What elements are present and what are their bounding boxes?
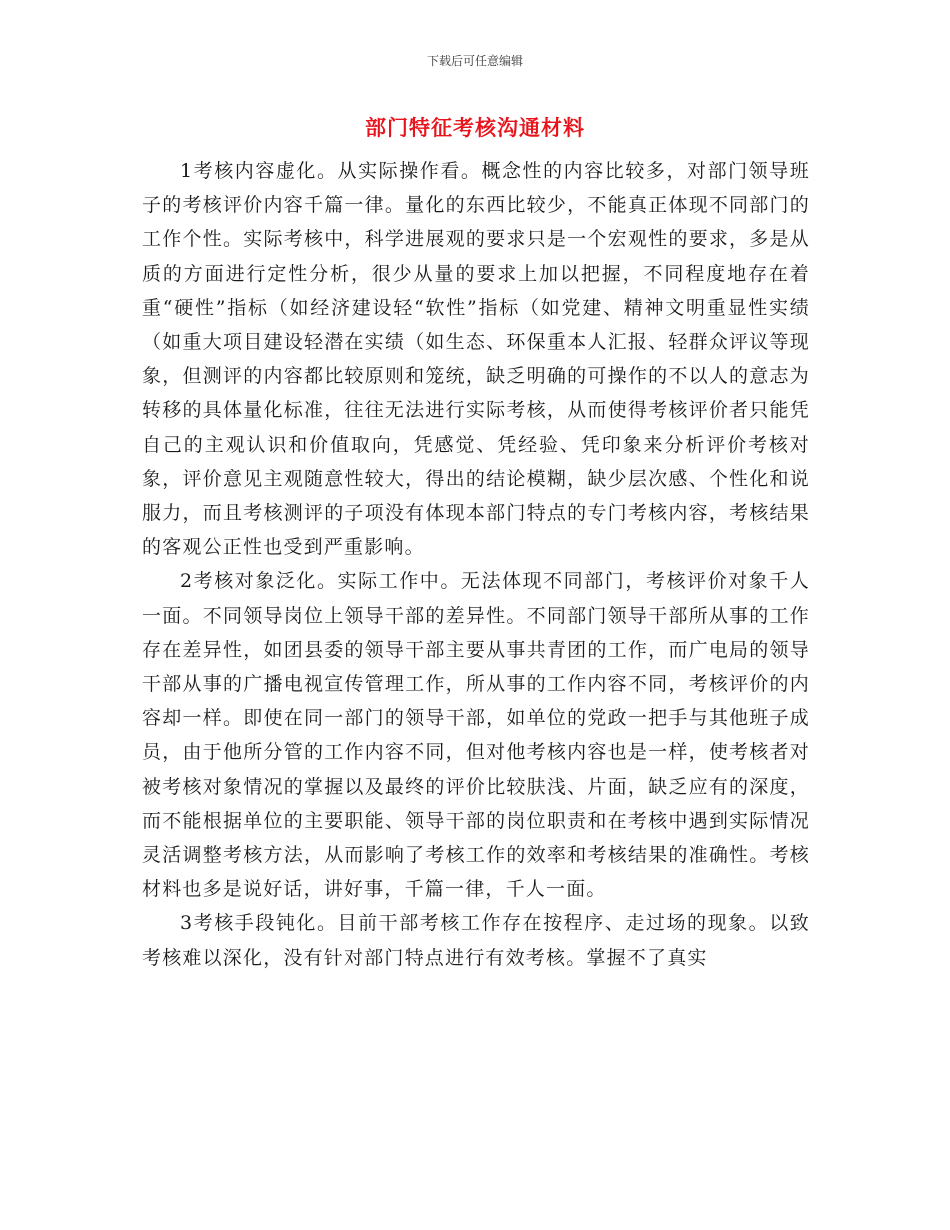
document-title: 部门特征考核沟通材料 [365,115,585,140]
paragraph: 2考核对象泛化。实际工作中。无法体现不同部门，考核评价对象千人一面。不同领导岗位上领导干部的差异性。不同部门领导干部所从事的工作存在差异性，如团县委的领导干部主要从事共青团的工作，而广电局的领导干部从事的广播电视宣传管理工作，所从事的工作内容不同，考核评价的内容却一样。即使在同一部门的领导干部，如单位的党政一把手与其他班子成员，由于他所分管的工作内容不同，但对他考核内容也是一样，使考核者对被考核对象情况的掌握以及最终的评价比较肤浅、片面，缺乏应有的深度，而不能根据单位的主要职能、领导干部的岗位职责和在考核中遇到实际情况灵活调整考核方法，从而影响了考核工作的效率和考核结果的准确性。考核材料也多是说好话，讲好事，千篇一律，千人一面。 [142,570,810,901]
header-note: 下载后可任意编辑 [426,54,523,68]
paragraph: 3考核手段钝化。目前干部考核工作存在按程序、走过场的现象。以致考核难以深化，没有针对部门特点进行有效考核。掌握不了真实 [142,912,810,969]
document-body [142,154,810,975]
paragraph: 1考核内容虚化。从实际操作看。概念性的内容比较多，对部门领导班子的考核评价内容千篇一律。量化的东西比较少，不能真正体现不同部门的工作个性。实际考核中，科学进展观的要求只是一个宏观性的要求，多是从质的方面进行定性分析，很少从量的要求上加以把握，不同程度地存在着重“硬性”指标（如经济建设轻“软性”指标（如党建、精神文明重显性实绩（如重大项目建设轻潜在实绩（如生态、环保重本人汇报、轻群众评议等现象，但测评的内容都比较原则和笼统，缺乏明确的可操作的不以人的意志为转移的具体量化标准，往往无法进行实际考核，从而使得考核评价者只能凭自己的主观认识和价值取向，凭感觉、凭经验、凭印象来分析评价考核对象，评价意见主观随意性较大，得出的结论模糊，缺少层次感、个性化和说服力，而且考核测评的子项没有体现本部门特点的专门考核内容，考核结果的客观公正性也受到严重影响。 [142,160,810,559]
